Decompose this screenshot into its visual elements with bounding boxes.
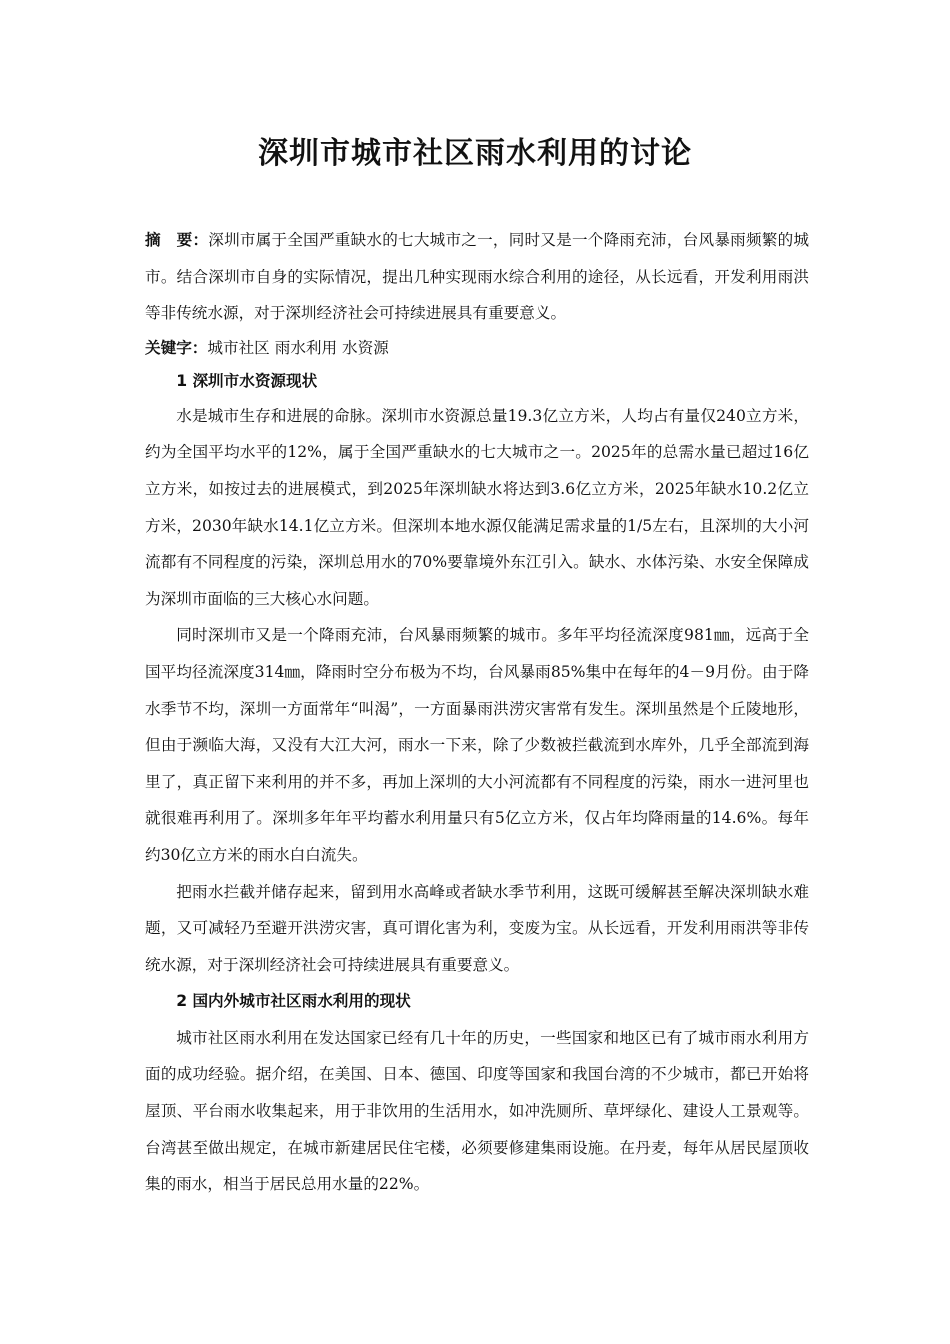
keywords-text: 城市社区 雨水利用 水资源: [207, 338, 389, 357]
keywords-label: 关键字：: [145, 338, 208, 357]
section-2-heading: 2 国内外城市社区雨水利用的现状: [176, 992, 411, 1011]
keywords-line: [145, 332, 809, 365]
section-1-heading: 1 深圳市水资源现状: [176, 371, 318, 390]
document-body: [145, 222, 809, 1203]
abstract-label: 摘 要：: [145, 231, 209, 249]
section-1-paragraph-3: 把雨水拦截并储存起来，留到用水高峰或者缺水季节利用，这既可缓解甚至解决深圳缺水难题，又可减轻乃至避开洪涝灾害，真可谓化害为利，变废为宝。从长远看，开发利用雨洪等非传统水源，对于深圳经济社会可持续进展具有重要意义。: [145, 882, 809, 974]
abstract-text: 深圳市属于全国严重缺水的七大城市之一，同时又是一个降雨充沛，台风暴雨频繁的城市。结合深圳市自身的实际情况，提出几种实现雨水综合利用的途径，从长远看，开发利用雨洪等非传统水源，对于深圳经济社会可持续进展具有重要意义。: [145, 231, 809, 323]
section-2-paragraph-1: 城市社区雨水利用在发达国家已经有几十年的历史，一些国家和地区已有了城市雨水利用方面的成功经验。据介绍，在美国、日本、德国、印度等国家和我国台湾的不少城市，都已开始将屋顶、平台雨水收集起来，用于非饮用的生活用水，如冲洗厕所、草坪绿化、建设人工景观等。台湾甚至做出规定，在城市新建居民住宅楼，必须要修建集雨设施。在丹麦，每年从居民屋顶收集的雨水，相当于居民总用水量的22%。: [145, 1028, 809, 1194]
section-1-paragraph-1: 水是城市生存和进展的命脉。深圳市水资源总量19.3亿立方米，人均占有量仅240立方米，约为全国平均水平的12%，属于全国严重缺水的七大城市之一。2025年的总需水量已超过16亿立方米，如按过去的进展模式，到2025年深圳缺水将达到3.6亿立方米，2025年缺水10.2亿立方米，2030年缺水14.1亿立方米。但深圳本地水源仅能满足需求量的1/5左右，且深圳的大小河流都有不同程度的污染，深圳总用水的70%要靠境外东江引入。缺水、水体污染、水安全保障成为深圳市面临的三大核心水问题。: [145, 406, 809, 608]
document-title: 深圳市城市社区雨水利用的讨论: [258, 136, 692, 171]
section-1-paragraph-2: 同时深圳市又是一个降雨充沛，台风暴雨频繁的城市。多年平均径流深度981㎜，远高于全国平均径流深度314㎜，降雨时空分布极为不均，台风暴雨85%集中在每年的4－9月份。由于降水季节不均，深圳一方面常年“叫渴”，一方面暴雨洪涝灾害常有发生。深圳虽然是个丘陵地形，但由于濒临大海，又没有大江大河，雨水一下来，除了少数被拦截流到水库外，几乎全部流到海里了，真正留下来利用的并不多，再加上深圳的大小河流都有不同程度的污染，雨水一进河里也就很难再利用了。深圳多年年平均蓄水利用量只有5亿立方米，仅占年均降雨量的14.6%。每年约30亿立方米的雨水白白流失。: [145, 626, 809, 864]
abstract-paragraph: [145, 222, 809, 332]
